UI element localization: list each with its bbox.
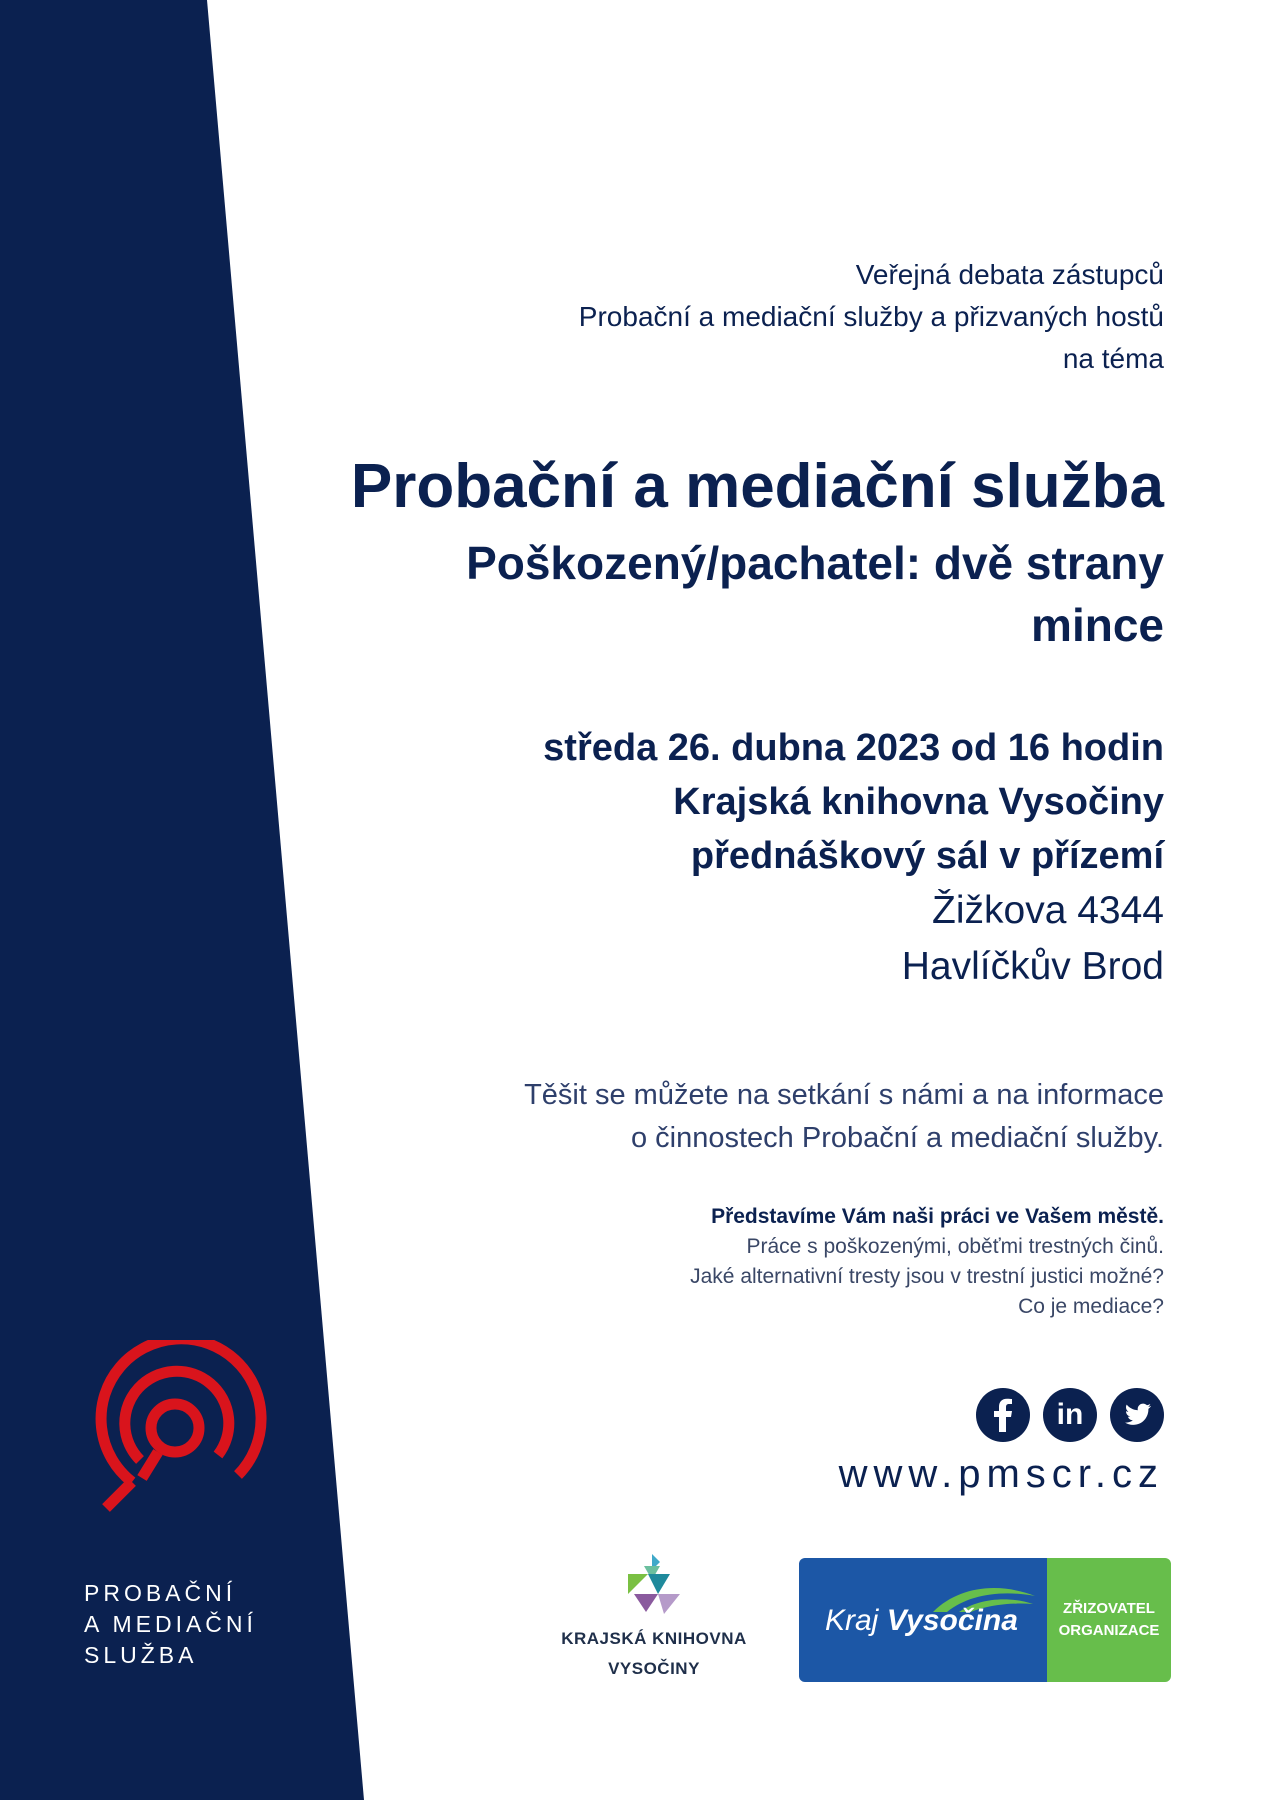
region-vysocina: Vysočina <box>886 1604 1018 1637</box>
brand-name <box>84 1578 257 1671</box>
region-wordmark <box>825 1604 1018 1638</box>
event-date: středa 26. dubna 2023 od 16 hodin <box>543 727 1164 769</box>
page-subtitle: Poškozený/pachatel: dvě strany mince <box>466 537 1164 651</box>
facebook-icon[interactable] <box>976 1388 1030 1442</box>
teaser-text <box>524 1074 1164 1160</box>
region-role <box>1047 1558 1171 1682</box>
linkedin-label: in <box>1056 1398 1084 1431</box>
event-room: přednáškový sál v přízemí <box>690 835 1164 877</box>
region-role-line-2: ORGANIZACE <box>1058 1622 1160 1639</box>
details-line-1: Práce s poškozenými, oběťmi trestných činů. <box>746 1235 1164 1258</box>
region-logo <box>799 1558 1171 1682</box>
intro-line-2: Probační a mediační služby a přizvaných hostů <box>578 301 1164 332</box>
event-venue: Krajská knihovna Vysočiny <box>673 781 1164 823</box>
brand-line-3: SLUŽBA <box>84 1642 198 1668</box>
library-mark-icon <box>624 1554 684 1618</box>
page-title: Probační a mediační služba <box>350 452 1164 521</box>
region-logo-blue <box>799 1558 1047 1682</box>
region-kraj: Kraj <box>825 1604 879 1637</box>
social-links <box>976 1388 1164 1442</box>
library-logo <box>554 1554 754 1684</box>
details-line-3: Co je mediace? <box>1018 1295 1164 1318</box>
intro-line-3: na téma <box>1062 343 1164 374</box>
brand-line-1: PROBAČNÍ <box>84 1580 237 1606</box>
teaser-line-2: o činnostech Probační a mediační služby. <box>630 1122 1164 1154</box>
intro-text <box>579 254 1164 380</box>
website-link[interactable]: www.pmscr.cz <box>838 1452 1164 1496</box>
intro-line-1: Veřejná debata zástupců <box>855 259 1164 290</box>
twitter-icon[interactable] <box>1110 1388 1164 1442</box>
event-info <box>543 721 1164 995</box>
event-city: Havlíčkův Brod <box>901 945 1164 988</box>
brand-line-2: A MEDIAČNÍ <box>84 1611 257 1637</box>
pms-logo-icon <box>80 1340 270 1530</box>
details-text <box>690 1202 1164 1322</box>
event-street: Žižkova 4344 <box>932 889 1164 932</box>
details-line-2: Jaké alternativní tresty jsou v trestní justici možné? <box>690 1265 1164 1288</box>
details-lead: Představíme Vám naši práci ve Vašem městě. <box>711 1205 1164 1228</box>
library-name-line-1: KRAJSKÁ KNIHOVNA <box>561 1629 747 1648</box>
teaser-line-1: Těšit se můžete na setkání s námi a na informace <box>524 1079 1164 1111</box>
linkedin-icon[interactable] <box>1043 1388 1097 1442</box>
library-name-line-2: VYSOČINY <box>608 1659 700 1678</box>
region-role-line-1: ZŘIZOVATEL <box>1063 1600 1155 1617</box>
